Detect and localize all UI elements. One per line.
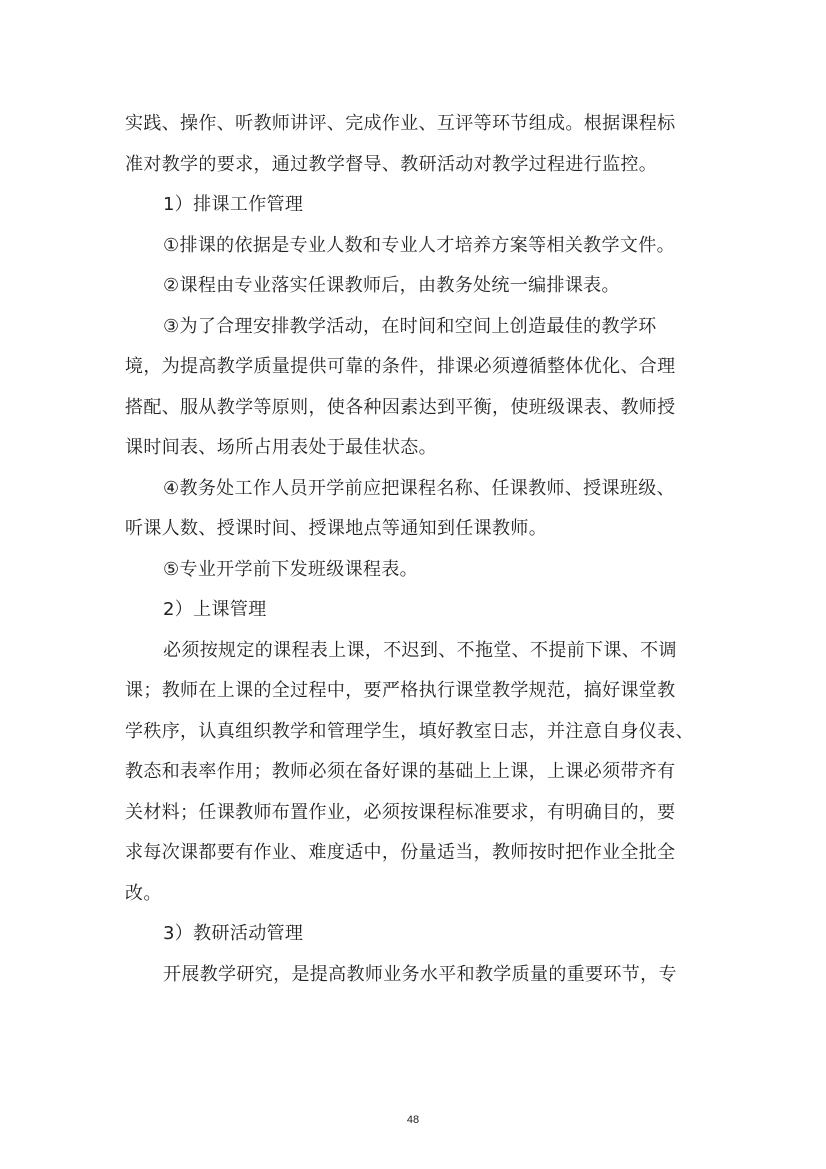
list-item: ⑤专业开学前下发班级课程表。 — [163, 558, 419, 580]
text-line: 改。 — [125, 882, 162, 904]
text-line: 关材料；任课教师布置作业，必须按课程标准要求，有明确目的，要 — [125, 801, 676, 823]
list-item: ③为了合理安排教学活动，在时间和空间上创造最佳的教学环 — [163, 315, 657, 337]
body-text — [125, 104, 705, 995]
text-line: 课；教师在上课的全过程中，要严格执行课堂教学规范，搞好课堂教 — [125, 680, 676, 701]
text-line: 搭配、服从教学等原则，使各种因素达到平衡，使班级课表、教师授 — [125, 396, 676, 418]
text-line: 准对教学的要求，通过教学督导、教研活动对教学过程进行监控。 — [125, 153, 658, 175]
list-item: ④教务处工作人员开学前应把课程名称、任课教师、授课班级、 — [163, 477, 675, 499]
text-line: 课时间表、场所占用表处于最佳状态。 — [125, 437, 437, 458]
section-heading: 2）上课管理 — [163, 599, 267, 620]
section-heading: 1）排课工作管理 — [163, 194, 304, 215]
text-line: 求每次课都要有作业、难度适中，份量适当，教师按时把作业全批全 — [125, 842, 676, 863]
list-item: ①排课的依据是专业人数和专业人才培养方案等相关教学文件。 — [163, 234, 675, 256]
text-line: 教态和表率作用；教师必须在备好课的基础上上课，上课必须带齐有 — [125, 761, 676, 782]
text-line: 境，为提高教学质量提供可靠的条件，排课必须遵循整体优化、合理 — [125, 356, 676, 377]
text-line: 学秩序，认真组织教学和管理学生，填好教室日志，并注意自身仪表、 — [125, 720, 694, 742]
section-heading: 3）教研活动管理 — [163, 923, 304, 944]
page-number: 48 — [406, 1114, 420, 1126]
text-line: 实践、操作、听教师讲评、完成作业、互评等环节组成。根据课程标 — [125, 113, 676, 134]
list-item: ②课程由专业落实任课教师后，由教务处统一编排课表。 — [163, 275, 620, 296]
text-line: 听课人数、授课时间、授课地点等通知到任课教师。 — [125, 518, 548, 539]
paragraph-start: 开展教学研究，是提高教师业务水平和教学质量的重要环节，专 — [163, 963, 677, 985]
paragraph-start: 必须按规定的课程表上课，不迟到、不拖堂、不提前下课、不调 — [163, 639, 677, 661]
